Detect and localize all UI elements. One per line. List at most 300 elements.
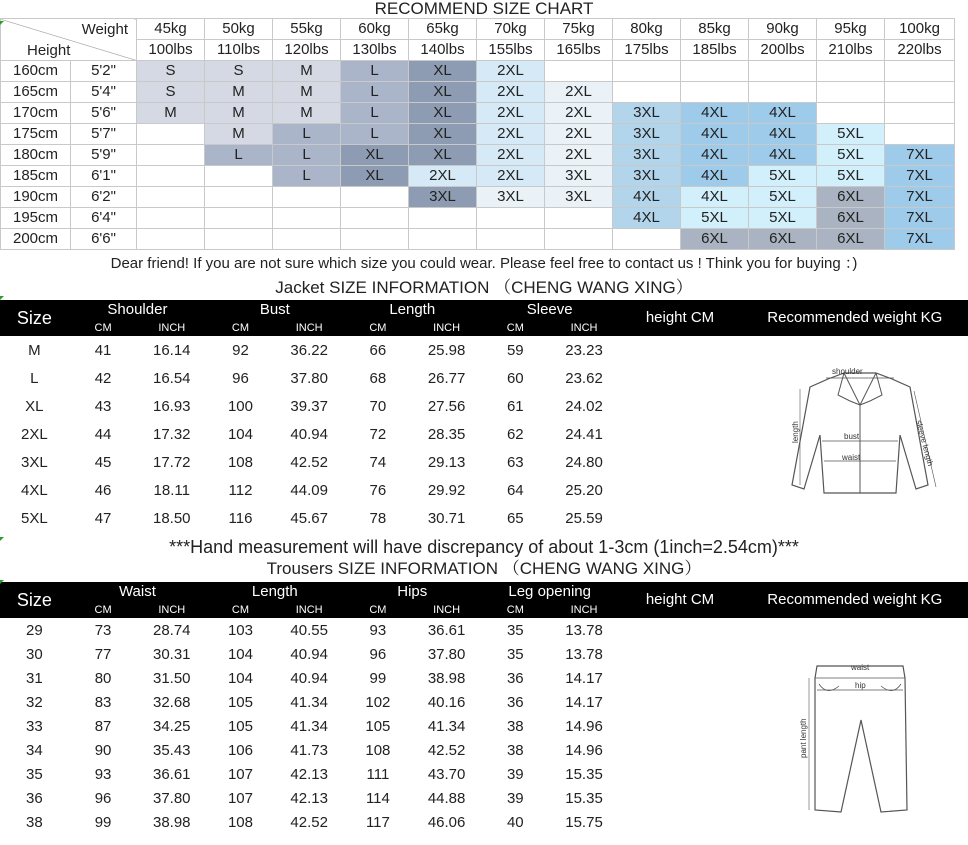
weight-kg-header: 95kg bbox=[817, 19, 885, 40]
measure-cell: 93 bbox=[94, 765, 112, 783]
size-cell: XL bbox=[341, 166, 409, 187]
weight-kg-header: 70kg bbox=[477, 19, 545, 40]
weight-cell bbox=[742, 618, 968, 642]
measure-cell: 105 bbox=[365, 717, 391, 735]
size-cell: 4XL bbox=[613, 187, 681, 208]
measure-cell: 60 bbox=[506, 369, 524, 387]
size-cell bbox=[749, 82, 817, 103]
measure-cell: 29.92 bbox=[427, 481, 466, 499]
height-cell bbox=[618, 336, 741, 364]
sketch-shoulder-label: shoulder bbox=[832, 367, 863, 376]
weight-lbs-header: 200lbs bbox=[749, 40, 817, 61]
trousers-title: Trousers SIZE INFORMATION （CHENG WANG XING） bbox=[266, 559, 702, 578]
size-cell: 7XL bbox=[885, 208, 955, 229]
size-cell: 3XL bbox=[613, 103, 681, 124]
measure-cell: 15.75 bbox=[565, 813, 603, 831]
size-cell: 34 bbox=[26, 741, 43, 759]
size-cell: 4XL bbox=[681, 166, 749, 187]
measure-cell: 100 bbox=[227, 397, 253, 415]
trousers-group-leg-opening: Leg opening bbox=[481, 582, 618, 602]
size-cell bbox=[885, 124, 955, 145]
size-cell: 5XL bbox=[817, 145, 885, 166]
size-cell: 2XL bbox=[477, 103, 545, 124]
size-cell: 29 bbox=[26, 621, 43, 639]
measure-cell: 87 bbox=[94, 717, 112, 735]
measure-cell: 35.43 bbox=[152, 741, 191, 759]
size-cell bbox=[613, 82, 681, 103]
table-row bbox=[0, 504, 968, 532]
measure-cell: 42.13 bbox=[290, 789, 328, 807]
size-cell bbox=[409, 229, 477, 250]
weight-kg-header: 80kg bbox=[613, 19, 681, 40]
size-cell: 35 bbox=[26, 765, 43, 783]
measure-cell: 105 bbox=[227, 693, 253, 711]
sketch-hip-label: hip bbox=[855, 681, 866, 690]
size-cell: M bbox=[137, 103, 205, 124]
measure-cell: 13.78 bbox=[565, 645, 603, 663]
measure-cell: 45.67 bbox=[290, 509, 328, 527]
trousers-size-header: Size bbox=[0, 582, 69, 618]
measure-cell: 30.71 bbox=[427, 509, 466, 527]
weight-kg-header: 90kg bbox=[749, 19, 817, 40]
size-cell bbox=[205, 166, 273, 187]
measure-cell: 64 bbox=[506, 481, 524, 499]
sketch-bust-label: bust bbox=[844, 432, 860, 441]
size-cell: 3XL bbox=[21, 453, 48, 471]
jacket-height-header: height CM bbox=[618, 300, 741, 336]
height-ft-cell: 5'7" bbox=[71, 124, 137, 145]
height-ft-cell: 5'2" bbox=[71, 61, 137, 82]
jacket-group-shoulder: Shoulder bbox=[69, 300, 206, 320]
measure-cell: 61 bbox=[506, 397, 524, 415]
measure-cell: 24.02 bbox=[565, 397, 603, 415]
table-row bbox=[1, 61, 955, 82]
size-cell bbox=[137, 187, 205, 208]
size-cell: 6XL bbox=[681, 229, 749, 250]
size-cell bbox=[137, 229, 205, 250]
inch-subheader: INCH bbox=[275, 602, 344, 618]
size-cell: 3XL bbox=[613, 166, 681, 187]
size-cell bbox=[273, 208, 341, 229]
measure-cell: 35 bbox=[506, 645, 524, 663]
measure-cell: 42.52 bbox=[290, 813, 328, 831]
measure-cell: 15.35 bbox=[565, 765, 603, 783]
measure-cell: 41.34 bbox=[290, 717, 328, 735]
corner-tick bbox=[0, 296, 4, 300]
cm-subheader: CM bbox=[206, 602, 275, 618]
measure-cell: 42.13 bbox=[290, 765, 328, 783]
height-cm-cell: 180cm bbox=[1, 145, 71, 166]
size-cell bbox=[137, 124, 205, 145]
table-row bbox=[1, 208, 955, 229]
sketch-pant-length-label: pant length bbox=[799, 718, 808, 758]
measure-cell: 104 bbox=[227, 425, 253, 443]
size-cell: XL bbox=[341, 145, 409, 166]
measure-cell: 15.35 bbox=[565, 789, 603, 807]
size-cell bbox=[613, 61, 681, 82]
height-ft-cell: 6'2" bbox=[71, 187, 137, 208]
size-cell: L bbox=[341, 61, 409, 82]
height-cm-cell: 165cm bbox=[1, 82, 71, 103]
size-cell bbox=[817, 61, 885, 82]
height-ft-cell: 6'1" bbox=[71, 166, 137, 187]
cm-subheader: CM bbox=[344, 602, 413, 618]
size-cell bbox=[681, 61, 749, 82]
sketch-sleeve-label: sleeve length bbox=[914, 419, 935, 468]
size-cell: XL bbox=[409, 124, 477, 145]
measure-cell: 23.23 bbox=[565, 341, 603, 359]
size-cell bbox=[341, 187, 409, 208]
jacket-sketch-icon bbox=[780, 365, 940, 500]
cm-subheader: CM bbox=[69, 602, 138, 618]
table-row bbox=[1, 145, 955, 166]
table-row bbox=[1, 166, 955, 187]
inch-subheader: INCH bbox=[275, 320, 344, 336]
inch-subheader: INCH bbox=[137, 320, 206, 336]
size-cell: M bbox=[205, 124, 273, 145]
size-cell bbox=[817, 82, 885, 103]
weight-lbs-header: 165lbs bbox=[545, 40, 613, 61]
measure-cell: 99 bbox=[369, 669, 387, 687]
measure-cell: 38 bbox=[506, 741, 524, 759]
jacket-size-header: Size bbox=[0, 300, 69, 336]
weight-lbs-header: 185lbs bbox=[681, 40, 749, 61]
measure-cell: 38.98 bbox=[427, 669, 466, 687]
measure-cell: 37.80 bbox=[290, 369, 328, 387]
measure-cell: 43.70 bbox=[427, 765, 466, 783]
measure-cell: 106 bbox=[227, 741, 253, 759]
measure-cell: 78 bbox=[369, 509, 387, 527]
height-cm-cell: 175cm bbox=[1, 124, 71, 145]
measure-cell: 116 bbox=[228, 509, 253, 527]
trousers-sketch-icon bbox=[795, 660, 925, 820]
measure-cell: 105 bbox=[227, 717, 253, 735]
height-cm-cell: 160cm bbox=[1, 61, 71, 82]
size-cell bbox=[885, 61, 955, 82]
size-cell bbox=[341, 208, 409, 229]
measure-cell: 35 bbox=[506, 621, 524, 639]
weight-kg-header: 55kg bbox=[273, 19, 341, 40]
measure-cell: 14.96 bbox=[565, 741, 603, 759]
measure-cell: 108 bbox=[227, 813, 253, 831]
corner-tick bbox=[0, 537, 4, 541]
size-cell: XL bbox=[409, 145, 477, 166]
measure-cell: 112 bbox=[228, 481, 253, 499]
measure-cell: 63 bbox=[506, 453, 524, 471]
measure-cell: 17.32 bbox=[152, 425, 191, 443]
measure-cell: 102 bbox=[365, 693, 391, 711]
cm-subheader: CM bbox=[69, 320, 138, 336]
size-cell: 5XL bbox=[681, 208, 749, 229]
measure-cell: 44.88 bbox=[427, 789, 466, 807]
size-cell: 36 bbox=[26, 789, 43, 807]
size-cell bbox=[341, 229, 409, 250]
measure-cell: 40.94 bbox=[290, 645, 328, 663]
measure-cell: 18.11 bbox=[153, 481, 190, 499]
trousers-group-length: Length bbox=[206, 582, 343, 602]
measure-cell: 73 bbox=[94, 621, 112, 639]
measure-cell: 108 bbox=[227, 453, 253, 471]
size-cell: 3XL bbox=[545, 166, 613, 187]
size-cell: 4XL bbox=[681, 145, 749, 166]
trousers-weight-header: Recommended weight KG bbox=[742, 582, 968, 618]
measure-cell: 70 bbox=[369, 397, 387, 415]
corner-tick bbox=[0, 21, 4, 25]
weight-lbs-header: 210lbs bbox=[817, 40, 885, 61]
height-cell bbox=[618, 642, 741, 666]
measure-cell: 17.72 bbox=[152, 453, 191, 471]
size-cell: 2XL bbox=[477, 145, 545, 166]
measure-cell: 39 bbox=[506, 789, 524, 807]
size-cell: 38 bbox=[26, 813, 43, 831]
size-cell: 2XL bbox=[545, 82, 613, 103]
measure-cell: 36 bbox=[506, 693, 524, 711]
size-cell bbox=[545, 208, 613, 229]
size-cell: 2XL bbox=[545, 145, 613, 166]
measure-cell: 62 bbox=[506, 425, 524, 443]
measure-cell: 107 bbox=[227, 765, 253, 783]
size-cell: 33 bbox=[26, 717, 43, 735]
weight-kg-header: 45kg bbox=[137, 19, 205, 40]
size-cell: S bbox=[137, 82, 205, 103]
height-cell bbox=[618, 810, 741, 834]
height-cell bbox=[618, 392, 741, 420]
measure-cell: 30.31 bbox=[152, 645, 191, 663]
measure-cell: 14.96 bbox=[565, 717, 603, 735]
size-cell bbox=[137, 166, 205, 187]
table-row bbox=[1, 82, 955, 103]
measure-cell: 29.13 bbox=[427, 453, 466, 471]
size-cell: 4XL bbox=[749, 145, 817, 166]
size-cell bbox=[205, 229, 273, 250]
size-cell: 6XL bbox=[817, 229, 885, 250]
measure-cell: 14.17 bbox=[565, 693, 603, 711]
measure-cell: 65 bbox=[506, 509, 524, 527]
size-cell: 6XL bbox=[749, 229, 817, 250]
size-cell: 4XL bbox=[681, 187, 749, 208]
measure-cell: 96 bbox=[369, 645, 387, 663]
measure-cell: 111 bbox=[366, 765, 390, 783]
measure-cell: 96 bbox=[232, 369, 249, 387]
measure-cell: 104 bbox=[227, 669, 253, 687]
measure-cell: 42 bbox=[94, 369, 112, 387]
size-cell bbox=[273, 229, 341, 250]
weight-lbs-header: 155lbs bbox=[477, 40, 545, 61]
weight-lbs-row bbox=[1, 40, 955, 61]
height-cell bbox=[618, 690, 741, 714]
size-cell: 5XL bbox=[749, 187, 817, 208]
height-cell bbox=[618, 618, 741, 642]
size-cell: 3XL bbox=[477, 187, 545, 208]
measure-cell: 42.52 bbox=[290, 453, 328, 471]
size-cell: 7XL bbox=[885, 187, 955, 208]
size-cell: 5XL bbox=[817, 124, 885, 145]
table-row bbox=[1, 187, 955, 208]
size-cell bbox=[681, 82, 749, 103]
weight-cell bbox=[742, 504, 968, 532]
height-cell bbox=[618, 666, 741, 690]
weight-lbs-header: 220lbs bbox=[885, 40, 955, 61]
size-cell bbox=[613, 229, 681, 250]
size-cell: 4XL bbox=[613, 208, 681, 229]
trousers-height-header: height CM bbox=[618, 582, 741, 618]
measure-cell: 40 bbox=[506, 813, 524, 831]
measure-cell: 72 bbox=[369, 425, 387, 443]
size-cell: L bbox=[341, 82, 409, 103]
recommend-title: RECOMMEND SIZE CHART bbox=[374, 0, 594, 18]
size-cell bbox=[477, 229, 545, 250]
measure-cell: 37.80 bbox=[427, 645, 466, 663]
measure-cell: 114 bbox=[365, 789, 390, 807]
weight-kg-row bbox=[1, 19, 955, 40]
size-cell: 5XL bbox=[817, 166, 885, 187]
trousers-group-hips: Hips bbox=[344, 582, 481, 602]
measure-cell: 36.61 bbox=[427, 621, 466, 639]
measure-cell: 39.37 bbox=[290, 397, 328, 415]
height-cell bbox=[618, 786, 741, 810]
measure-cell: 16.93 bbox=[152, 397, 191, 415]
size-cell: 7XL bbox=[885, 229, 955, 250]
size-cell bbox=[545, 229, 613, 250]
cm-subheader: CM bbox=[206, 320, 275, 336]
size-cell: 4XL bbox=[749, 103, 817, 124]
measure-cell: 103 bbox=[227, 621, 253, 639]
weight-kg-header: 75kg bbox=[545, 19, 613, 40]
size-cell: 2XL bbox=[477, 82, 545, 103]
size-cell bbox=[885, 103, 955, 124]
size-cell: M bbox=[273, 103, 341, 124]
measure-cell: 24.80 bbox=[565, 453, 603, 471]
cm-subheader: CM bbox=[344, 320, 413, 336]
sketch-waist-label-trousers: waist bbox=[851, 663, 870, 672]
measure-cell: 96 bbox=[94, 789, 112, 807]
recommend-size-table bbox=[0, 18, 955, 250]
jacket-group-length: Length bbox=[344, 300, 481, 320]
recommend-note: Dear friend! If you are not sure which size you could wear. Please feel free to contact us ! Think you for buying ：) bbox=[110, 255, 858, 272]
measure-cell: 108 bbox=[365, 741, 391, 759]
measure-cell: 31.50 bbox=[152, 669, 191, 687]
size-cell: 7XL bbox=[885, 166, 955, 187]
size-cell: 5XL bbox=[749, 208, 817, 229]
size-cell: M bbox=[28, 341, 41, 359]
measure-cell: 41.34 bbox=[427, 717, 466, 735]
inch-subheader: INCH bbox=[412, 320, 481, 336]
weight-lbs-header: 110lbs bbox=[205, 40, 273, 61]
jacket-group-sleeve: Sleeve bbox=[481, 300, 618, 320]
measure-cell: 25.98 bbox=[427, 341, 466, 359]
size-cell: M bbox=[273, 61, 341, 82]
size-cell: 30 bbox=[26, 645, 43, 663]
measure-cell: 16.54 bbox=[152, 369, 191, 387]
measure-cell: 41 bbox=[94, 341, 112, 359]
size-cell: 2XL bbox=[477, 124, 545, 145]
weight-lbs-header: 130lbs bbox=[341, 40, 409, 61]
measure-cell: 92 bbox=[232, 341, 249, 359]
sketch-waist-label: waist bbox=[842, 453, 861, 462]
size-cell: 2XL bbox=[545, 124, 613, 145]
size-cell: 5XL bbox=[21, 509, 48, 527]
measure-cell: 99 bbox=[94, 813, 112, 831]
measure-cell: 47 bbox=[94, 509, 112, 527]
size-cell: 6XL bbox=[817, 187, 885, 208]
height-cm-cell: 200cm bbox=[1, 229, 71, 250]
measure-cell: 36 bbox=[506, 669, 524, 687]
size-cell: 2XL bbox=[21, 425, 48, 443]
height-cm-cell: 195cm bbox=[1, 208, 71, 229]
weight-kg-header: 100kg bbox=[885, 19, 955, 40]
size-cell: L bbox=[341, 124, 409, 145]
weight-kg-header: 65kg bbox=[409, 19, 477, 40]
inch-subheader: INCH bbox=[550, 602, 619, 618]
measure-cell: 59 bbox=[506, 341, 524, 359]
measure-cell: 16.14 bbox=[152, 341, 191, 359]
size-cell bbox=[137, 145, 205, 166]
size-cell: 3XL bbox=[409, 187, 477, 208]
size-cell: XL bbox=[409, 103, 477, 124]
inch-subheader: INCH bbox=[412, 602, 481, 618]
measure-cell: 36.61 bbox=[152, 765, 191, 783]
measure-cell: 43 bbox=[94, 397, 112, 415]
corner-tick bbox=[0, 580, 4, 584]
size-cell: 2XL bbox=[545, 103, 613, 124]
cm-subheader: CM bbox=[481, 320, 550, 336]
size-cell bbox=[477, 208, 545, 229]
height-cm-cell: 190cm bbox=[1, 187, 71, 208]
inch-subheader: INCH bbox=[550, 320, 619, 336]
table-row bbox=[1, 229, 955, 250]
measure-cell: 39 bbox=[506, 765, 524, 783]
measure-cell: 38.98 bbox=[152, 813, 191, 831]
height-cm-cell: 170cm bbox=[1, 103, 71, 124]
size-cell bbox=[817, 103, 885, 124]
measure-cell: 25.20 bbox=[565, 481, 603, 499]
measure-cell: 28.35 bbox=[427, 425, 466, 443]
size-cell bbox=[273, 187, 341, 208]
weight-label: Weight bbox=[81, 21, 128, 38]
size-cell: M bbox=[205, 103, 273, 124]
height-cell bbox=[618, 476, 741, 504]
measure-cell: 40.55 bbox=[290, 621, 328, 639]
inch-subheader: INCH bbox=[137, 602, 206, 618]
measure-cell: 44 bbox=[94, 425, 112, 443]
measure-cell: 18.50 bbox=[152, 509, 191, 527]
measure-cell: 41.73 bbox=[290, 741, 328, 759]
measure-cell: 46 bbox=[94, 481, 112, 499]
measure-cell: 23.62 bbox=[565, 369, 603, 387]
size-cell: 5XL bbox=[749, 166, 817, 187]
height-cell bbox=[618, 762, 741, 786]
measure-cell: 93 bbox=[369, 621, 387, 639]
height-cell bbox=[618, 714, 741, 738]
measure-cell: 26.77 bbox=[427, 369, 466, 387]
measure-cell: 25.59 bbox=[565, 509, 603, 527]
measure-cell: 37.80 bbox=[152, 789, 191, 807]
measure-cell: 27.56 bbox=[427, 397, 466, 415]
measure-cell: 80 bbox=[94, 669, 112, 687]
table-row bbox=[0, 618, 968, 642]
size-cell bbox=[205, 187, 273, 208]
measure-cell: 32.68 bbox=[152, 693, 191, 711]
weight-lbs-header: 120lbs bbox=[273, 40, 341, 61]
weight-lbs-header: 140lbs bbox=[409, 40, 477, 61]
measure-cell: 83 bbox=[94, 693, 112, 711]
height-cm-cell: 185cm bbox=[1, 166, 71, 187]
table-row bbox=[0, 336, 968, 364]
measure-cell: 36.22 bbox=[290, 341, 328, 359]
measure-cell: 76 bbox=[369, 481, 387, 499]
measure-cell: 40.94 bbox=[290, 425, 328, 443]
weight-cell bbox=[742, 336, 968, 364]
